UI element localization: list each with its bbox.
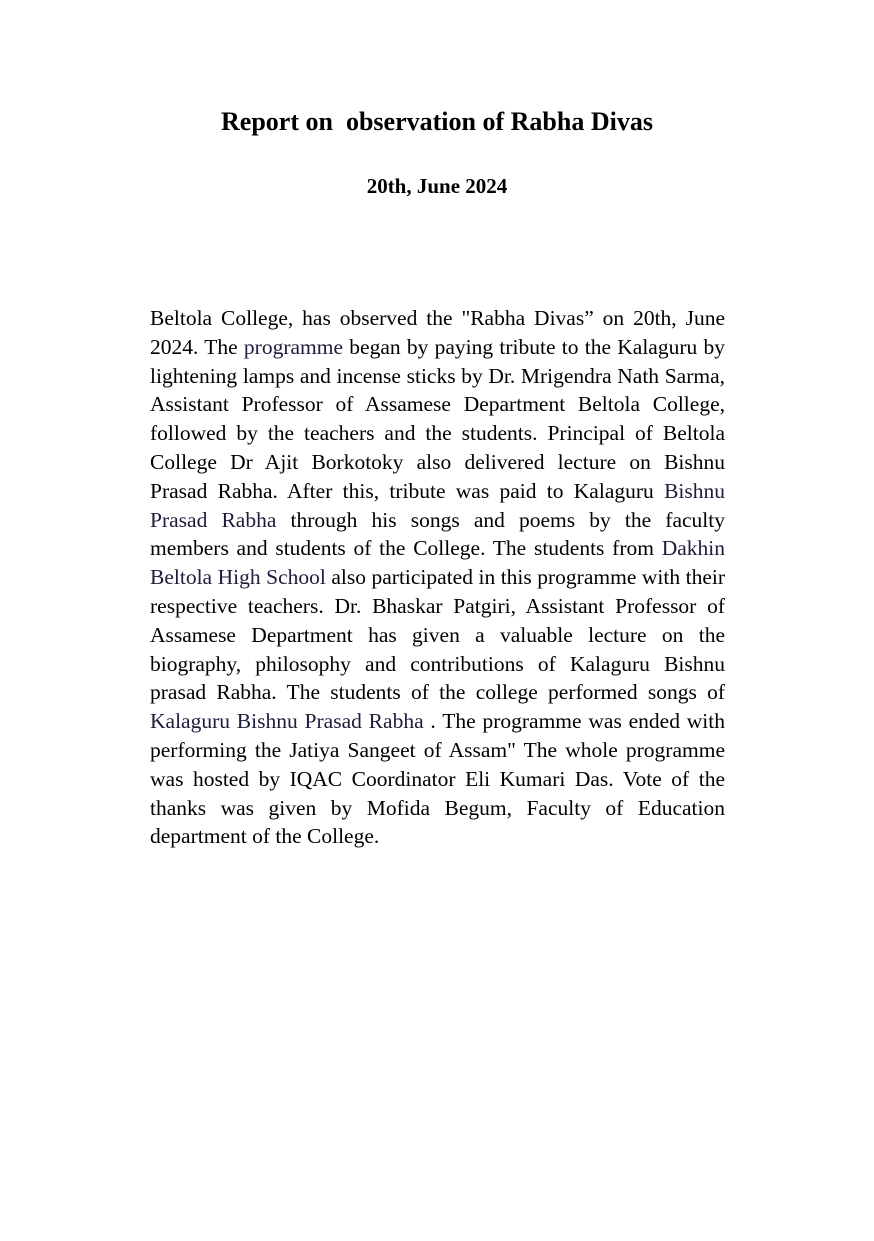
body-highlight-school: Dakhin Beltola High School (150, 536, 725, 590)
body-segment: also participated in this programme with their respective teachers. Dr. Bhaskar Patgiri, Assistant Professor of Assamese Department has given a valuable lecture on the biography, philosophy and contributions of Kalaguru Bishnu prasad Rabha. The students of the college performed songs of (150, 565, 725, 705)
body-segment: Beltola College, has observed the "Rabha Divas” on 20th, June 2024. The (150, 306, 725, 359)
body-highlight-name: Bishnu Prasad Rabha (150, 478, 725, 532)
report-date: 20th, June 2024 (366, 174, 508, 198)
body-highlight-programme: programme (243, 334, 344, 359)
body-segment: . The programme was ended with performing the Jatiya Sangeet of Assam" The whole programme was hosted by IQAC Coordinator Eli Kumari Das. Vote of the thanks was given by Mofida Begum, Faculty of Education department of the College. (150, 709, 725, 849)
body-segment: began by paying tribute to the Kalaguru by lightening lamps and incense sticks by Dr. Mrigendra Nath Sarma, Assistant Professor of Assamese Department Beltola College, followed by the teachers and the students. Principal of Beltola College Dr Ajit Borkotoky also delivered lecture on Bishnu Prasad Rabha. After this, tribute was paid to Kalaguru (150, 334, 725, 503)
body-highlight-name: Kalaguru Bishnu Prasad Rabha (150, 709, 424, 734)
body-segment: through his songs and poems by the faculty members and students of the College. The students from (150, 507, 725, 561)
report-body (150, 304, 725, 851)
report-title: Report on observation of Rabha Divas (221, 107, 653, 136)
